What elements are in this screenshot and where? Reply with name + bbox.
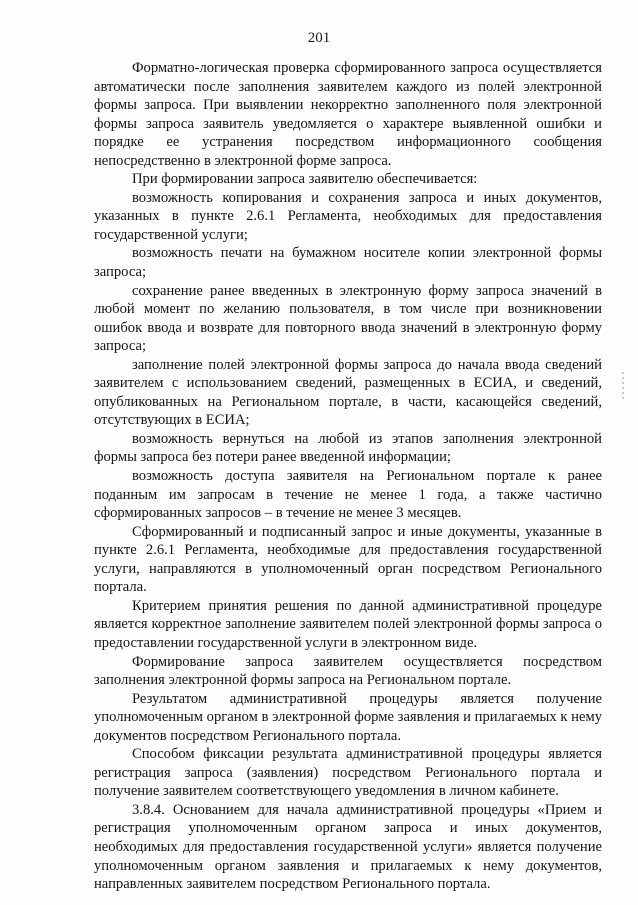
paragraph-format-logical-check: Форматно-логическая проверка сформированного запроса осуществляется автоматически после заполнения заявителем каждого из полей электронной формы запроса. При выявлении некорректно заполненного поля электронной формы запроса заявитель уведомляется о характере выявленной ошибки и порядке ее устранения посредством информационного сообщения непосредственно в электронной форме запроса. [94,60,602,169]
paragraph-section-3-8-4: 3.8.4. Основанием для начала административной процедуры «Прием и регистрация уполномоченным органом запроса и иных документов, необходимых для предоставления государственной услуги» является получение уполномоченным органом заявления и прилагаемых к нему документов, направленных заявителем посредством Регионального портала. [94,801,602,893]
scan-edge-mark [622,372,624,402]
paragraph-request-formation: Формирование запроса заявителем осуществляется посредством заполнения электронной формы запроса на Региональном портале. [94,653,602,689]
paragraph-decision-criterion: Критерием принятия решения по данной административной процедуре является корректное заполнение заявителем полей электронной формы запроса о предоставлении государственной услуги в электронном виде. [94,597,602,651]
document-body [94,59,602,894]
page-number: 201 [307,30,331,46]
paragraph-print-option: возможность печати на бумажном носителе копии электронной формы запроса; [94,245,602,281]
paragraph-autofill-esia-option: заполнение полей электронной формы запроса до начала ввода сведений заявителем с использованием сведений, размещенных в ЕСИА, и сведений, опубликованных на Региональном портале, в части, касающейся сведений, отсутствующих в ЕСИА; [94,356,602,429]
paragraph-signed-request-sending: Сформированный и подписанный запрос и иные документы, указанные в пункте 2.6.1 Регламента, необходимые для предоставления государственной услуги, направляются в уполномоченный орган посредством Регионального портала. [94,523,602,596]
paragraph-access-history-option: возможность доступа заявителя на Региональном портале к ранее поданным им запросам в течение не менее 1 года, а также частично сформированных запросов – в течение не менее 3 месяцев. [94,468,602,522]
paragraph-result-fixation: Способом фиксации результата административной процедуры является регистрация запроса (заявления) посредством Регионального портала и получение заявителем соответствующего уведомления в личном кабинете. [94,746,602,800]
paragraph-save-values-option: сохранение ранее введенных в электронную форму запроса значений в любой момент по желанию пользователя, в том числе при возникновении ошибок ввода и возврате для повторного ввода значений в электронную форму запроса; [94,282,602,355]
paragraph-request-provisions-intro: При формировании запроса заявителю обеспечивается: [132,171,478,188]
paragraph-return-to-step-option: возможность вернуться на любой из этапов заполнения электронной формы запроса без потери ранее введенной информации; [94,430,602,466]
paragraph-procedure-result: Результатом административной процедуры является получение уполномоченным органом в электронной форме заявления и прилагаемых к нему документов посредством Регионального портала. [94,690,602,744]
paragraph-copy-save-option: возможность копирования и сохранения запроса и иных документов, указанных в пункте 2.6.1 Регламента, необходимых для предоставления государственной услуги; [94,189,602,243]
